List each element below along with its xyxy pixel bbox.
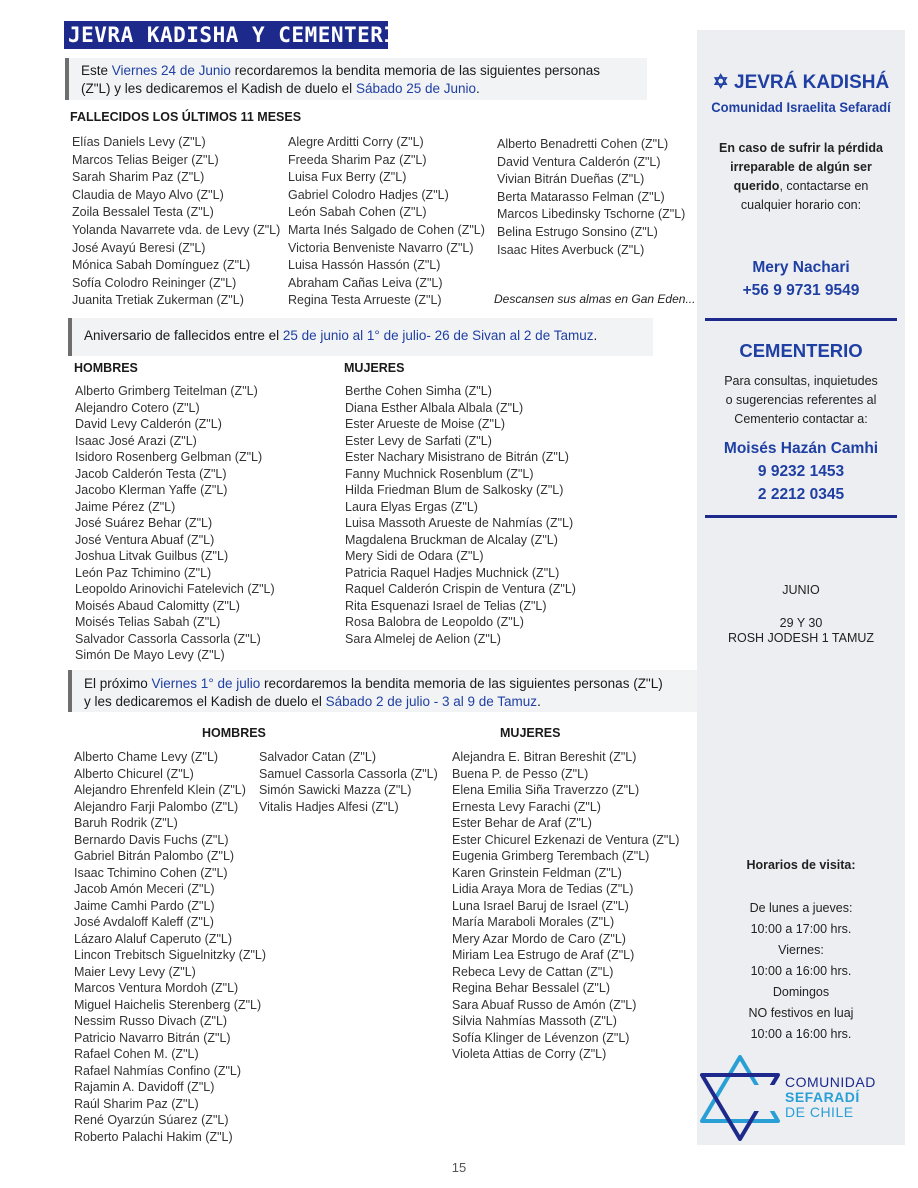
list-item: Miguel Haichelis Sterenberg (Z"L) bbox=[74, 997, 262, 1012]
list-item: Raúl Sharim Paz (Z"L) bbox=[74, 1096, 199, 1111]
list-item: Bernardo Davis Fuchs (Z"L) bbox=[74, 832, 229, 847]
list-item: Laura Elyas Ergas (Z"L) bbox=[345, 499, 478, 514]
page-number: 15 bbox=[451, 1160, 467, 1175]
list-item: Rosa Balobra de Leopoldo (Z"L) bbox=[345, 615, 524, 629]
list-item: Ester Levy de Sarfati (Z"L) bbox=[345, 433, 492, 448]
horario-line: 10:00 a 16:00 hrs. bbox=[750, 1027, 852, 1041]
month-label: JUNIO bbox=[782, 583, 820, 597]
contact2-name: Moisés Hazán Camhi bbox=[723, 440, 879, 457]
list-item: Gabriel Colodro Hadjes (Z"L) bbox=[288, 187, 449, 202]
list-item: Alberto Chicurel (Z"L) bbox=[74, 766, 194, 781]
event-name: ROSH JODESH 1 TAMUZ bbox=[727, 631, 875, 645]
star-of-david-icon: ✡ bbox=[712, 72, 729, 93]
list-item: Silvia Nahmías Massoth (Z"L) bbox=[452, 1014, 617, 1028]
list-item: René Oyarzún Súarez (Z"L) bbox=[74, 1113, 229, 1127]
jevra-kadisha-subtitle: Comunidad Israelita Sefaradí bbox=[711, 99, 891, 115]
list-item: Violeta Attias de Corry (Z"L) bbox=[452, 1047, 607, 1061]
list-item: Juanita Tretiak Zukerman (Z"L) bbox=[72, 293, 244, 308]
list-item: Eugenia Grimberg Terembach (Z"L) bbox=[452, 849, 650, 863]
list-item: Alegre Arditti Corry (Z"L) bbox=[288, 135, 424, 149]
intro-callout-2: El próximo Viernes 1° de julio recordaremos la bendita memoria de las siguientes personas (Z"L) y les dedicaremos el Kadish de duelo el Sábado 2 de julio - 3 al 9 de Tamuz. bbox=[68, 670, 698, 712]
list-item: Ester Chicurel Ezkenazi de Ventura (Z"L) bbox=[452, 832, 680, 847]
hombres-heading-1: HOMBRES bbox=[74, 361, 138, 375]
contact1-phone: +56 9 9731 9549 bbox=[742, 282, 860, 299]
list-item: Sofía Klinger de Lévenzon (Z"L) bbox=[452, 1030, 630, 1045]
list-item: Jaime Pérez (Z"L) bbox=[75, 499, 176, 514]
mujeres-list-1 bbox=[345, 383, 576, 647]
contact2-phone-2: 2 2212 0345 bbox=[757, 486, 845, 503]
list-item: Regina Behar Bessalel (Z"L) bbox=[452, 981, 610, 995]
list-item: Mery Azar Mordo de Caro (Z"L) bbox=[452, 931, 626, 946]
list-item: Yolanda Navarrete vda. de Levy (Z"L) bbox=[72, 222, 281, 237]
list-item: Jacob Amón Meceri (Z"L) bbox=[74, 882, 215, 896]
contact-instructions: En caso de sufrir la pérdida irreparable de algún ser querido, contactarse en cualquier horario con: bbox=[719, 141, 883, 212]
list-item: Luisa Fux Berry (Z"L) bbox=[288, 170, 407, 185]
list-item: Lincon Trebitsch Siguelnitzky (Z"L) bbox=[74, 948, 267, 962]
list-item: Simón Sawicki Mazza (Z"L) bbox=[259, 783, 412, 797]
hombres-list-2b bbox=[259, 749, 438, 815]
event-days: 29 Y 30 bbox=[779, 616, 823, 630]
list-item: Isidoro Rosenberg Gelbman (Z"L) bbox=[75, 450, 263, 464]
list-item: José Ventura Abuaf (Z"L) bbox=[75, 532, 215, 547]
list-item: Karen Grinstein Feldman (Z"L) bbox=[452, 865, 622, 880]
cementerio-title: CEMENTERIO bbox=[739, 340, 863, 361]
list-item: Salvador Cassorla Cassorla (Z"L) bbox=[75, 631, 261, 646]
list-item: Nessim Russo Divach (Z"L) bbox=[74, 1014, 228, 1028]
list-item: Joshua Litvak Guilbus (Z"L) bbox=[75, 549, 229, 563]
horario-line: 10:00 a 16:00 hrs. bbox=[750, 964, 852, 978]
list-item: Hilda Friedman Blum de Salkosky (Z"L) bbox=[345, 483, 564, 497]
mujeres-heading-2: MUJERES bbox=[500, 726, 561, 740]
list-item: Alejandro Cotero (Z"L) bbox=[75, 400, 200, 415]
mujeres-heading-1: MUJERES bbox=[344, 361, 405, 375]
logo-line-3: DE CHILE bbox=[785, 1104, 854, 1120]
contact1-name: Mery Nachari bbox=[752, 259, 850, 276]
list-item: Vivian Bitrán Dueñas (Z"L) bbox=[497, 172, 645, 187]
list-item: Rajamin A. Davidoff (Z"L) bbox=[74, 1080, 215, 1094]
horario-line: Domingos bbox=[772, 985, 830, 999]
fallecidos-column-2 bbox=[288, 134, 485, 310]
logo-line-1: COMUNIDAD bbox=[785, 1074, 876, 1090]
list-item: Luna Israel Baruj de Israel (Z"L) bbox=[452, 898, 629, 913]
contact2-phone-1: 9 9232 1453 bbox=[757, 463, 845, 480]
logo-mask bbox=[726, 1085, 780, 1111]
list-item: Elena Emilia Siña Traverzzo (Z"L) bbox=[452, 783, 640, 797]
hombres-list-1 bbox=[75, 383, 275, 664]
fallecidos-column-1 bbox=[72, 134, 280, 310]
list-item: David Ventura Calderón (Z"L) bbox=[497, 154, 661, 169]
comunidad-logo bbox=[700, 1055, 900, 1141]
list-item: Jaime Camhi Pardo (Z"L) bbox=[74, 898, 215, 913]
list-item: María Maraboli Morales (Z"L) bbox=[452, 915, 615, 929]
list-item: Claudia de Mayo Alvo (Z"L) bbox=[72, 187, 224, 202]
list-item: Moisés Abaud Calomitty (Z"L) bbox=[75, 598, 240, 613]
list-item: Marta Inés Salgado de Cohen (Z"L) bbox=[288, 222, 485, 237]
horario-line: De lunes a jueves: bbox=[749, 901, 853, 915]
list-item: Alberto Chame Levy (Z"L) bbox=[74, 750, 219, 764]
list-item: Rafael Nahmías Confino (Z"L) bbox=[74, 1063, 242, 1078]
list-item: Jacobo Klerman Yaffe (Z"L) bbox=[75, 483, 228, 497]
list-item: Alejandra E. Bitran Bereshit (Z"L) bbox=[452, 750, 637, 764]
list-item: Isaac José Arazi (Z"L) bbox=[75, 433, 197, 448]
horarios-list bbox=[697, 898, 905, 1045]
aniversario-callout: Aniversario de fallecidos entre el 25 de junio al 1° de julio- 26 de Sivan al 2 de Tamuz. bbox=[68, 318, 653, 356]
list-item: Abraham Cañas Leiva (Z"L) bbox=[288, 275, 443, 290]
list-item: Salvador Catan (Z"L) bbox=[259, 750, 376, 764]
list-item: Jacob Calderón Testa (Z"L) bbox=[75, 466, 227, 481]
logo-line-2: SEFARADÍ bbox=[785, 1089, 860, 1105]
divider-2 bbox=[705, 515, 897, 518]
list-item: Rita Esquenazi Israel de Telias (Z"L) bbox=[345, 598, 547, 613]
list-item: León Sabah Cohen (Z"L) bbox=[288, 205, 427, 220]
list-item: José Avayú Beresi (Z"L) bbox=[72, 240, 206, 255]
list-item: Maier Levy Levy (Z"L) bbox=[74, 964, 196, 979]
list-item: Regina Testa Arrueste (Z"L) bbox=[288, 293, 442, 308]
list-item: Berthe Cohen Simha (Z"L) bbox=[345, 384, 492, 398]
list-item: Luisa Massoth Arueste de Nahmías (Z"L) bbox=[345, 516, 574, 530]
list-item: Zoila Bessalel Testa (Z"L) bbox=[72, 205, 214, 220]
list-item: Alberto Benadretti Cohen (Z"L) bbox=[497, 137, 669, 151]
list-item: Sara Almelej de Aelion (Z"L) bbox=[345, 631, 501, 646]
list-item: Diana Esther Albala Albala (Z"L) bbox=[345, 400, 524, 415]
list-item: Lázaro Alaluf Caperuto (Z"L) bbox=[74, 931, 232, 946]
descansen-note: Descansen sus almas en Gan Eden... bbox=[494, 292, 696, 306]
list-item: Miriam Lea Estrugo de Araf (Z"L) bbox=[452, 948, 635, 962]
list-item: Raquel Calderón Crispin de Ventura (Z"L) bbox=[345, 582, 576, 596]
list-item: Mónica Sabah Domínguez (Z"L) bbox=[72, 258, 251, 273]
list-item: Elías Daniels Levy (Z"L) bbox=[72, 135, 206, 149]
list-item: Rafael Cohen M. (Z"L) bbox=[74, 1047, 199, 1061]
list-item: Samuel Cassorla Cassorla (Z"L) bbox=[259, 766, 438, 781]
list-item: Marcos Telias Beiger (Z"L) bbox=[72, 152, 219, 167]
page-title: JEVRA KADISHA Y CEMENTERIO bbox=[64, 21, 388, 49]
list-item: Isaac Tchimino Cohen (Z"L) bbox=[74, 865, 228, 880]
horario-line: 10:00 a 17:00 hrs. bbox=[750, 922, 852, 936]
list-item: Ester Nachary Misistrano de Bitrán (Z"L) bbox=[345, 450, 569, 464]
list-item: Luisa Hassón Hassón (Z"L) bbox=[288, 258, 441, 273]
list-item: José Suárez Behar (Z"L) bbox=[75, 516, 213, 530]
horario-line: Viernes: bbox=[778, 943, 824, 957]
list-item: Roberto Palachi Hakim (Z"L) bbox=[74, 1129, 233, 1144]
list-item: Berta Matarasso Felman (Z"L) bbox=[497, 189, 665, 204]
list-item: Victoria Benveniste Navarro (Z"L) bbox=[288, 240, 474, 255]
fallecidos-column-3 bbox=[497, 136, 685, 259]
list-item: Freeda Sharim Paz (Z"L) bbox=[288, 152, 427, 167]
list-item: Alberto Grimberg Teitelman (Z"L) bbox=[75, 384, 258, 398]
list-item: Buena P. de Pesso (Z"L) bbox=[452, 766, 589, 781]
list-item: Isaac Hites Averbuck (Z"L) bbox=[497, 242, 645, 257]
list-item: Baruh Rodrik (Z"L) bbox=[74, 816, 178, 830]
list-item: Patricia Raquel Hadjes Muchnick (Z"L) bbox=[345, 565, 560, 580]
list-item: Rebeca Levy de Cattan (Z"L) bbox=[452, 964, 614, 979]
list-item: León Paz Tchimino (Z"L) bbox=[75, 565, 212, 580]
list-item: José Avdaloff Kaleff (Z"L) bbox=[74, 915, 214, 929]
list-item: Mery Sidi de Odara (Z"L) bbox=[345, 549, 484, 563]
list-item: Alejandro Ehrenfeld Klein (Z"L) bbox=[74, 783, 246, 797]
mujeres-list-2 bbox=[452, 749, 679, 1063]
list-item: Belina Estrugo Sonsino (Z"L) bbox=[497, 224, 658, 239]
jevra-kadisha-title: ✡ JEVRÁ KADISHÁ bbox=[712, 72, 890, 93]
list-item: Gabriel Bitrán Palombo (Z"L) bbox=[74, 849, 235, 863]
list-item: Fanny Muchnick Rosenblum (Z"L) bbox=[345, 466, 534, 481]
list-item: Simón De Mayo Levy (Z"L) bbox=[75, 648, 225, 662]
horario-line: NO festivos en luaj bbox=[748, 1006, 854, 1020]
list-item: Magdalena Bruckman de Alcalay (Z"L) bbox=[345, 532, 558, 547]
divider-1 bbox=[705, 318, 897, 321]
list-item: Vitalis Hadjes Alfesi (Z"L) bbox=[259, 799, 399, 814]
horarios-title: Horarios de visita: bbox=[746, 858, 856, 872]
list-item: Sara Abuaf Russo de Amón (Z"L) bbox=[452, 997, 637, 1012]
list-item: David Levy Calderón (Z"L) bbox=[75, 417, 222, 431]
fallecidos-heading: FALLECIDOS LOS ÚLTIMOS 11 MESES bbox=[70, 110, 302, 124]
hombres-list-2a bbox=[74, 749, 266, 1145]
list-item: Sarah Sharim Paz (Z"L) bbox=[72, 170, 205, 185]
list-item: Sofía Colodro Reininger (Z"L) bbox=[72, 275, 237, 290]
list-item: Marcos Libedinsky Tschorne (Z"L) bbox=[497, 207, 686, 222]
list-item: Marcos Ventura Mordoh (Z"L) bbox=[74, 981, 239, 995]
list-item: Ester Arueste de Moise (Z"L) bbox=[345, 417, 506, 431]
list-item: Alejandro Farji Palombo (Z"L) bbox=[74, 799, 239, 814]
list-item: Ester Behar de Araf (Z"L) bbox=[452, 816, 592, 830]
list-item: Lidia Araya Mora de Tedias (Z"L) bbox=[452, 882, 634, 896]
intro-callout-1: Este Viernes 24 de Junio recordaremos la bendita memoria de las siguientes personas (Z"L) y les dedicaremos el Kadish de duelo el Sábado 25 de Junio. bbox=[65, 58, 647, 100]
hombres-heading-2: HOMBRES bbox=[202, 726, 266, 740]
list-item: Patricio Navarro Bitrán (Z"L) bbox=[74, 1030, 231, 1045]
list-item: Leopoldo Arinovichi Fatelevich (Z"L) bbox=[75, 582, 275, 596]
list-item: Moisés Telias Sabah (Z"L) bbox=[75, 615, 221, 629]
list-item: Ernesta Levy Farachi (Z"L) bbox=[452, 799, 601, 814]
cementerio-instructions: Para consultas, inquietudes o sugerencias referentes al Cementerio contactar a: bbox=[724, 374, 878, 426]
